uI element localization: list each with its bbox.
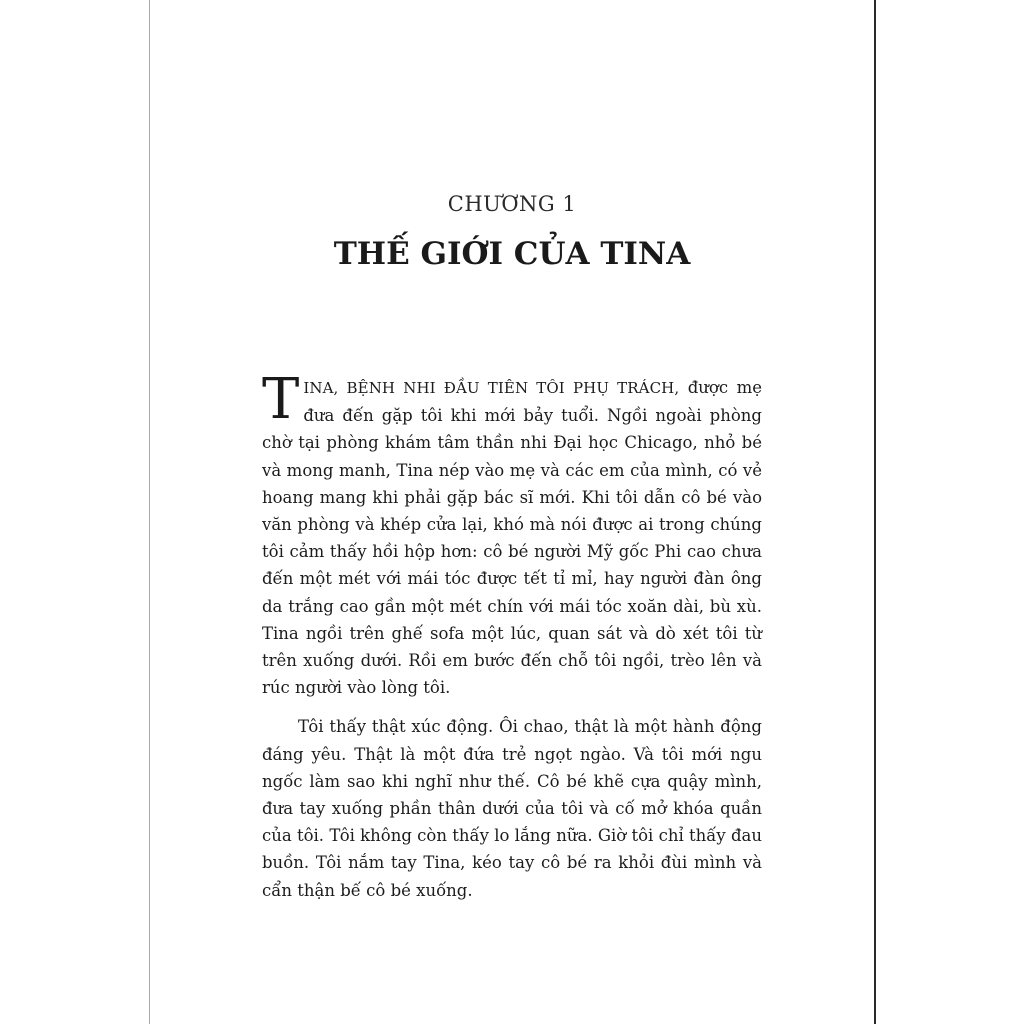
paragraph-1-text: được mẹ đưa đến gặp tôi khi mới bảy tuổi. Ngồi ngoài phòng chờ tại phòng khám tâm thần nhi Đại học Chicago, nhỏ bé và mong manh, Tina nép vào mẹ và các em của mình, có vẻ hoang mang khi phải gặp bác sĩ mới. Khi tôi dẫn cô bé vào văn phòng và khép cửa lại, khó mà nói được ai trong chúng tôi cảm thấy hồi hộp hơn: cô bé người Mỹ gốc Phi cao chưa đến một mét với mái tóc được tết tỉ mỉ, hay người đàn ông da trắng cao gần một mét chín với mái tóc xoăn dài, bù xù. Tina ngồi trên ghế sofa một lúc, quan sát và dò xét tôi từ trên xuống dưới. Rồi em bước đến chỗ tôi ngồi, trèo lên và rúc người vào lòng tôi. (262, 378, 762, 698)
page-edge-left (149, 0, 150, 1024)
paragraph-2: Tôi thấy thật xúc động. Ôi chao, thật là một hành động đáng yêu. Thật là một đứa trẻ ngọt ngào. Và tôi mới ngu ngốc làm sao khi nghĩ như thế. Cô bé khẽ cựa quậy mình, đưa tay xuống phần thân dưới của tôi và cố mở khóa quần của tôi. Tôi không còn thấy lo lắng nữa. Giờ tôi chỉ thấy đau buồn. Tôi nắm tay Tina, kéo tay cô bé ra khỏi đùi mình và cẩn thận bế cô bé xuống. (262, 717, 762, 900)
chapter-body (262, 367, 762, 904)
lead-in-caps: INA, BỆNH NHI ĐẦU TIÊN TÔI PHỤ TRÁCH, (303, 379, 680, 397)
drop-cap: T (262, 367, 300, 432)
paragraph-1 (262, 367, 762, 701)
chapter-number: CHƯƠNG 1 (447, 192, 577, 216)
page-edge-right (874, 0, 876, 1024)
chapter-title: THẾ GIỚI CỦA TINA (333, 236, 691, 272)
